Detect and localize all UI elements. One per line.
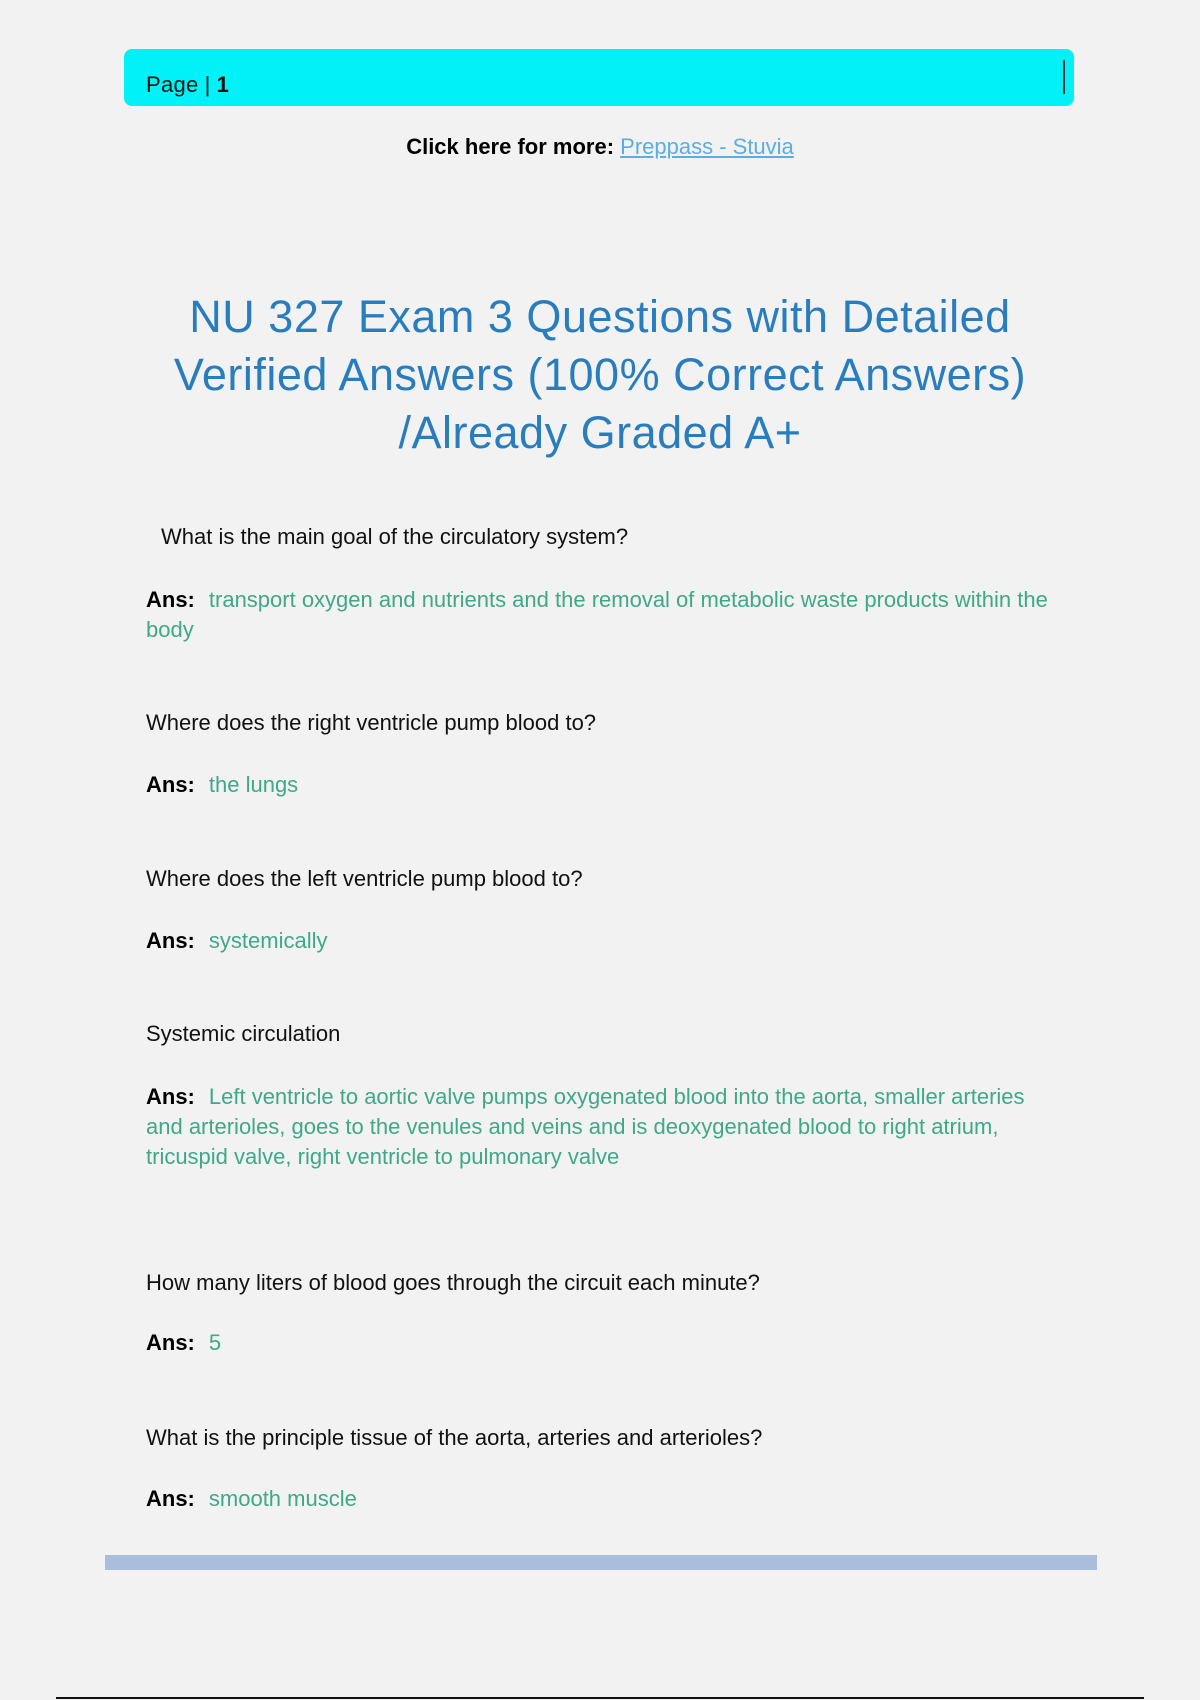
question-text: Systemic circulation [146,1021,341,1046]
question-text: What is the main goal of the circulatory system? [161,524,629,549]
answer-label: Ans: [146,772,195,797]
answer-value: transport oxygen and nutrients and the removal of metabolic waste products within the body [146,587,1048,642]
document-title: NU 327 Exam 3 Questions with Detailed Verified Answers (100% Correct Answers) /Already Graded A+ [173,291,1027,458]
answer-label: Ans: [146,928,195,953]
answer-text [146,926,1066,956]
qa-item [146,1019,1066,1049]
question-text: How many liters of blood goes through the circuit each minute? [146,1270,760,1295]
answer-value: 5 [208,1330,222,1355]
qa-answer [146,1082,1066,1172]
answer-value: Left ventricle to aortic valve pumps oxygenated blood into the aorta, smaller arteries and arterioles, goes to the venules and veins and is deoxygenated blood to right atrium, tricuspid valve, right ventricle to pulmonary valve [146,1084,1025,1169]
page-number-label [146,72,229,98]
qa-answer [146,585,1066,645]
answer-label: Ans: [146,1330,195,1355]
answer-label: Ans: [146,1084,195,1109]
more-link-line [0,134,1200,160]
page-header-bar [124,49,1074,106]
answer-label: Ans: [146,587,195,612]
answer-value: the lungs [208,772,299,797]
answer-text [146,1484,1066,1514]
answer-value: systemically [208,928,328,953]
qa-item [146,1268,1066,1298]
qa-item [161,522,1081,552]
footer-bar [105,1555,1097,1570]
page-label: Page [146,72,199,97]
answer-text [146,585,1066,645]
page-number: 1 [216,72,230,97]
qa-item [146,864,1066,894]
header-divider [1063,60,1065,94]
qa-answer [146,770,1066,800]
question-text: What is the principle tissue of the aorta, arteries and arterioles? [146,1425,763,1450]
answer-text [146,1328,1066,1358]
qa-item [146,1423,1066,1453]
bottom-rule [56,1697,1144,1699]
answer-text [146,1082,1066,1172]
question-text: Where does the right ventricle pump blood to? [146,710,597,735]
qa-answer [146,926,1066,956]
qa-answer [146,1328,1066,1358]
answer-value: smooth muscle [208,1486,357,1511]
answer-label: Ans: [146,1486,195,1511]
preppass-stuvia-link[interactable]: Preppass - Stuvia [620,134,794,159]
more-label: Click here for more: [406,134,615,159]
page-separator: | [204,72,211,97]
question-text: Where does the left ventricle pump blood to? [146,866,583,891]
answer-text [146,770,1066,800]
qa-item [146,708,1066,738]
qa-answer [146,1484,1066,1514]
